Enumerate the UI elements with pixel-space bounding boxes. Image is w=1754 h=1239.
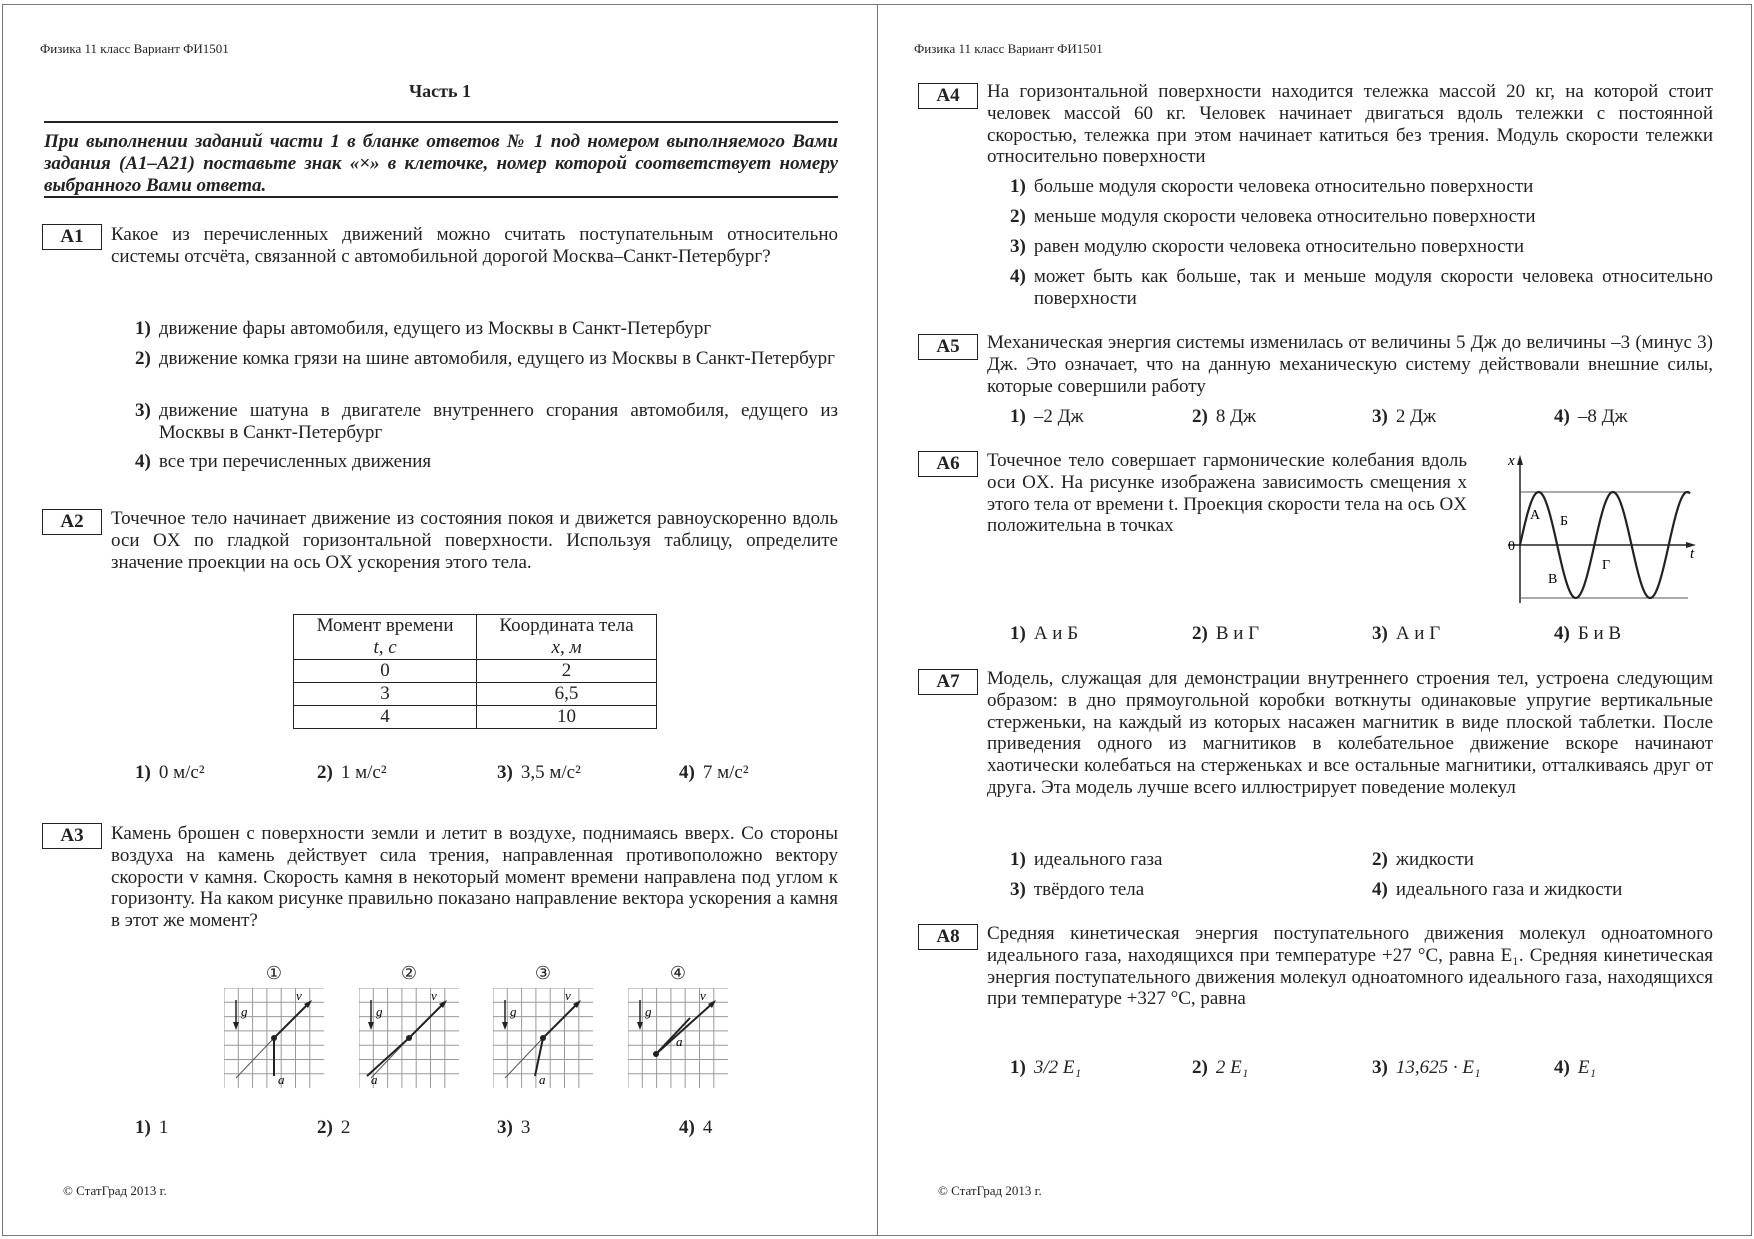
page-footer: © СтатГрад 2013 г. — [63, 1183, 167, 1198]
option-number: 2) — [135, 348, 151, 369]
figure-number: ① — [265, 963, 283, 983]
answer-option[interactable] — [135, 400, 838, 444]
vector-figure — [628, 963, 728, 1093]
right-page — [877, 4, 1752, 1236]
svg-text:t: t — [1690, 546, 1695, 562]
option-number: 4) — [135, 451, 151, 472]
svg-text:В: В — [1548, 572, 1558, 587]
table-row: 3 6,5 — [294, 683, 657, 706]
answer-option[interactable]: 2) меньше модуля скорости человека относительно поверхности — [1010, 206, 1536, 227]
answer-option[interactable] — [135, 451, 838, 473]
answer-option[interactable]: 4) идеального газа и жидкости — [1372, 879, 1623, 900]
answer-option[interactable]: 1) А и Б — [1010, 623, 1079, 644]
answer-option[interactable]: 3) 2 Дж — [1372, 406, 1437, 427]
task-label-a1: А1 — [42, 224, 102, 250]
option-text: все три перечисленных движения — [158, 451, 432, 472]
answer-option[interactable] — [135, 348, 838, 370]
figure-number: ② — [400, 963, 418, 983]
answer-option[interactable]: 4) может быть как больше, так и меньше модуля скорости человека относительно поверхности — [1010, 266, 1713, 309]
table-header: Координата тела x, м — [477, 615, 657, 660]
svg-text:v: v — [431, 988, 437, 1003]
svg-text:g: g — [510, 1004, 517, 1019]
vector-figure — [224, 963, 324, 1093]
svg-text:g: g — [645, 1004, 652, 1019]
option-number: 3) — [135, 400, 151, 421]
answer-option[interactable]: 1) 1 — [135, 1117, 169, 1138]
answer-option[interactable]: 1) 0 м/с² — [135, 762, 205, 783]
instruction: При выполнении заданий части 1 в бланке ответов № 1 под номером выполняемого Вами задания (А1–А21) поставьте знак «×» в клеточке, номер которой соответствует номеру выбранного Вами ответа. — [44, 131, 838, 196]
option-text: движение комка грязи на шине автомобиля, едущего из Москвы в Санкт-Петербург — [158, 348, 835, 369]
arrow-icon — [1517, 455, 1523, 465]
svg-text:Г: Г — [1602, 558, 1611, 573]
answer-option[interactable]: 3) твёрдого тела — [1010, 879, 1145, 900]
table-header: Момент времени t, с — [294, 615, 477, 660]
answer-option[interactable]: 1) идеального газа — [1010, 849, 1163, 870]
data-table — [293, 614, 657, 729]
table-row: 4 10 — [294, 706, 657, 729]
svg-text:g: g — [241, 1004, 248, 1019]
task-a1-text: Какое из перечисленных движений можно считать поступательным относительно системы отсчёта, связанной с автомобильной дорогой Москва–Санкт-Петербург? — [111, 224, 838, 267]
task-label-a3: А3 — [42, 823, 102, 849]
task-label-a2: А2 — [42, 509, 102, 535]
grid-diagram — [493, 988, 593, 1088]
task-label-a5: А5 — [918, 334, 978, 360]
svg-text:a: a — [539, 1072, 546, 1087]
task-a4-text: На горизонтальной поверхности находится тележка массой 20 кг, на которой стоит человек массой 60 кг. Человек начинает двигаться вдоль тележки с постоянной скоростью, тележка при этом начинает катиться без трения. Модуль скорости тележки относительно поверхности — [987, 81, 1713, 168]
svg-text:a: a — [676, 1034, 683, 1049]
figure-number: ③ — [534, 963, 552, 983]
task-label-a7: А7 — [918, 669, 978, 695]
answer-option[interactable]: 1) 3/2 E₁ — [1010, 1057, 1082, 1078]
left-page — [2, 4, 878, 1236]
task-a3-text: Камень брошен с поверхности земли и летит в воздухе, поднимаясь вверх. Со стороны воздуха на камень действует сила трения, направленная противоположно вектору скорости v камня. Скорость камня в некоторый момент времени направлена под углом к горизонту. На каком рисунке правильно показано направление вектора ускорения a камня в этот же момент? — [111, 823, 838, 932]
task-label-a8: А8 — [918, 924, 978, 950]
option-number: 1) — [135, 318, 151, 339]
table-row: 0 2 — [294, 660, 657, 683]
svg-text:v: v — [296, 988, 302, 1003]
task-a7-text: Модель, служащая для демонстрации внутреннего строения тел, устроена следующим образом: в дно прямоугольной коробки воткнуты одинаковые упругие вертикальные стерженьки, на каждый из которых насажен магнитик в виде плоской таблетки. После приведения одного из магнитиков в колебательное движение вскоре начинают хаотически колебаться на стерженьках и все остальные магнитики, отталкиваясь друг от друга. Эта модель лучше всего иллюстрирует поведение молекул — [987, 668, 1713, 798]
answer-option[interactable]: 2) жидкости — [1372, 849, 1474, 870]
grid-diagram — [359, 988, 459, 1088]
answer-option[interactable]: 2) 2 — [317, 1117, 351, 1138]
answer-option[interactable] — [135, 318, 838, 340]
task-a6-text: Точечное тело совершает гармонические колебания вдоль оси OX. На рисунке изображена зависимость смещения x этого тела от времени t. Проекция скорости тела на ось OX положительна в точках — [987, 450, 1467, 537]
task-a8-text: Средняя кинетическая энергия поступательного движения молекул одноатомного идеального газа, находящихся при температуре +27 °С, равна E₁. Средняя кинетическая энергия поступательного движения молекул одноатомного идеального газа, находящихся при температуре +327 °С, равна — [987, 923, 1713, 1010]
svg-text:А: А — [1530, 508, 1541, 523]
task-a5-text: Механическая энергия системы изменилась от величины 5 Дж до величины –3 (минус 3) Дж. Это означает, что на данную механическую систему действовали внешние силы, которые совершили работу — [987, 332, 1713, 397]
grid-diagram — [224, 988, 324, 1088]
part-title: Часть 1 — [408, 81, 472, 101]
vector-figure — [359, 963, 459, 1093]
svg-text:a: a — [278, 1072, 285, 1087]
answer-option[interactable]: 3) А и Г — [1372, 623, 1441, 644]
svg-text:0: 0 — [1508, 539, 1515, 554]
option-text: движение шатуна в двигателе внутреннего сгорания автомобиля, едущего из Москвы в Санкт-Петербург — [158, 400, 838, 443]
answer-option[interactable]: 3) 3 — [497, 1117, 531, 1138]
answer-option[interactable]: 4) 7 м/с² — [679, 762, 749, 783]
answer-option[interactable]: 3) 13,625 · E₁ — [1372, 1057, 1481, 1078]
svg-text:v: v — [565, 988, 571, 1003]
task-label-a4: А4 — [918, 83, 978, 109]
grid-diagram — [628, 988, 728, 1088]
answer-option[interactable]: 3) 3,5 м/с² — [497, 762, 581, 783]
oscillation-graph — [1478, 453, 1698, 613]
svg-text:g: g — [376, 1004, 383, 1019]
divider — [44, 121, 838, 123]
answer-option[interactable]: 4) E₁ — [1554, 1057, 1597, 1078]
answer-option[interactable]: 3) равен модулю скорости человека относительно поверхности — [1010, 236, 1525, 257]
svg-text:v: v — [700, 988, 706, 1003]
answer-option[interactable]: 1) –2 Дж — [1010, 406, 1084, 427]
task-a2-text: Точечное тело начинает движение из состояния покоя и движется равноускоренно вдоль оси OX по гладкой горизонтальной поверхности. Используя таблицу, определите значение проекции на ось OX ускорения этого тела. — [111, 508, 838, 573]
svg-text:a: a — [371, 1072, 378, 1087]
figure-number: ④ — [669, 963, 687, 983]
option-text: движение фары автомобиля, едущего из Москвы в Санкт-Петербург — [158, 318, 712, 339]
answer-option[interactable]: 2) 2 E₁ — [1192, 1057, 1249, 1078]
answer-option[interactable]: 4) 4 — [679, 1117, 713, 1138]
answer-option[interactable]: 2) 8 Дж — [1192, 406, 1257, 427]
answer-option[interactable]: 1) больше модуля скорости человека относительно поверхности — [1010, 176, 1534, 197]
answer-option[interactable]: 2) 1 м/с² — [317, 762, 387, 783]
vector-figure — [493, 963, 593, 1093]
svg-text:Б: Б — [1560, 514, 1569, 529]
answer-option[interactable]: 4) –8 Дж — [1554, 406, 1628, 427]
answer-option[interactable]: 4) Б и В — [1554, 623, 1622, 644]
svg-text:x: x — [1508, 453, 1515, 469]
page-header: Физика 11 класс Вариант ФИ1501 — [914, 41, 1103, 56]
page-footer: © СтатГрад 2013 г. — [938, 1183, 1042, 1198]
page-header: Физика 11 класс Вариант ФИ1501 — [40, 41, 229, 56]
task-label-a6: А6 — [918, 451, 978, 477]
answer-option[interactable]: 2) В и Г — [1192, 623, 1260, 644]
divider — [44, 196, 838, 198]
